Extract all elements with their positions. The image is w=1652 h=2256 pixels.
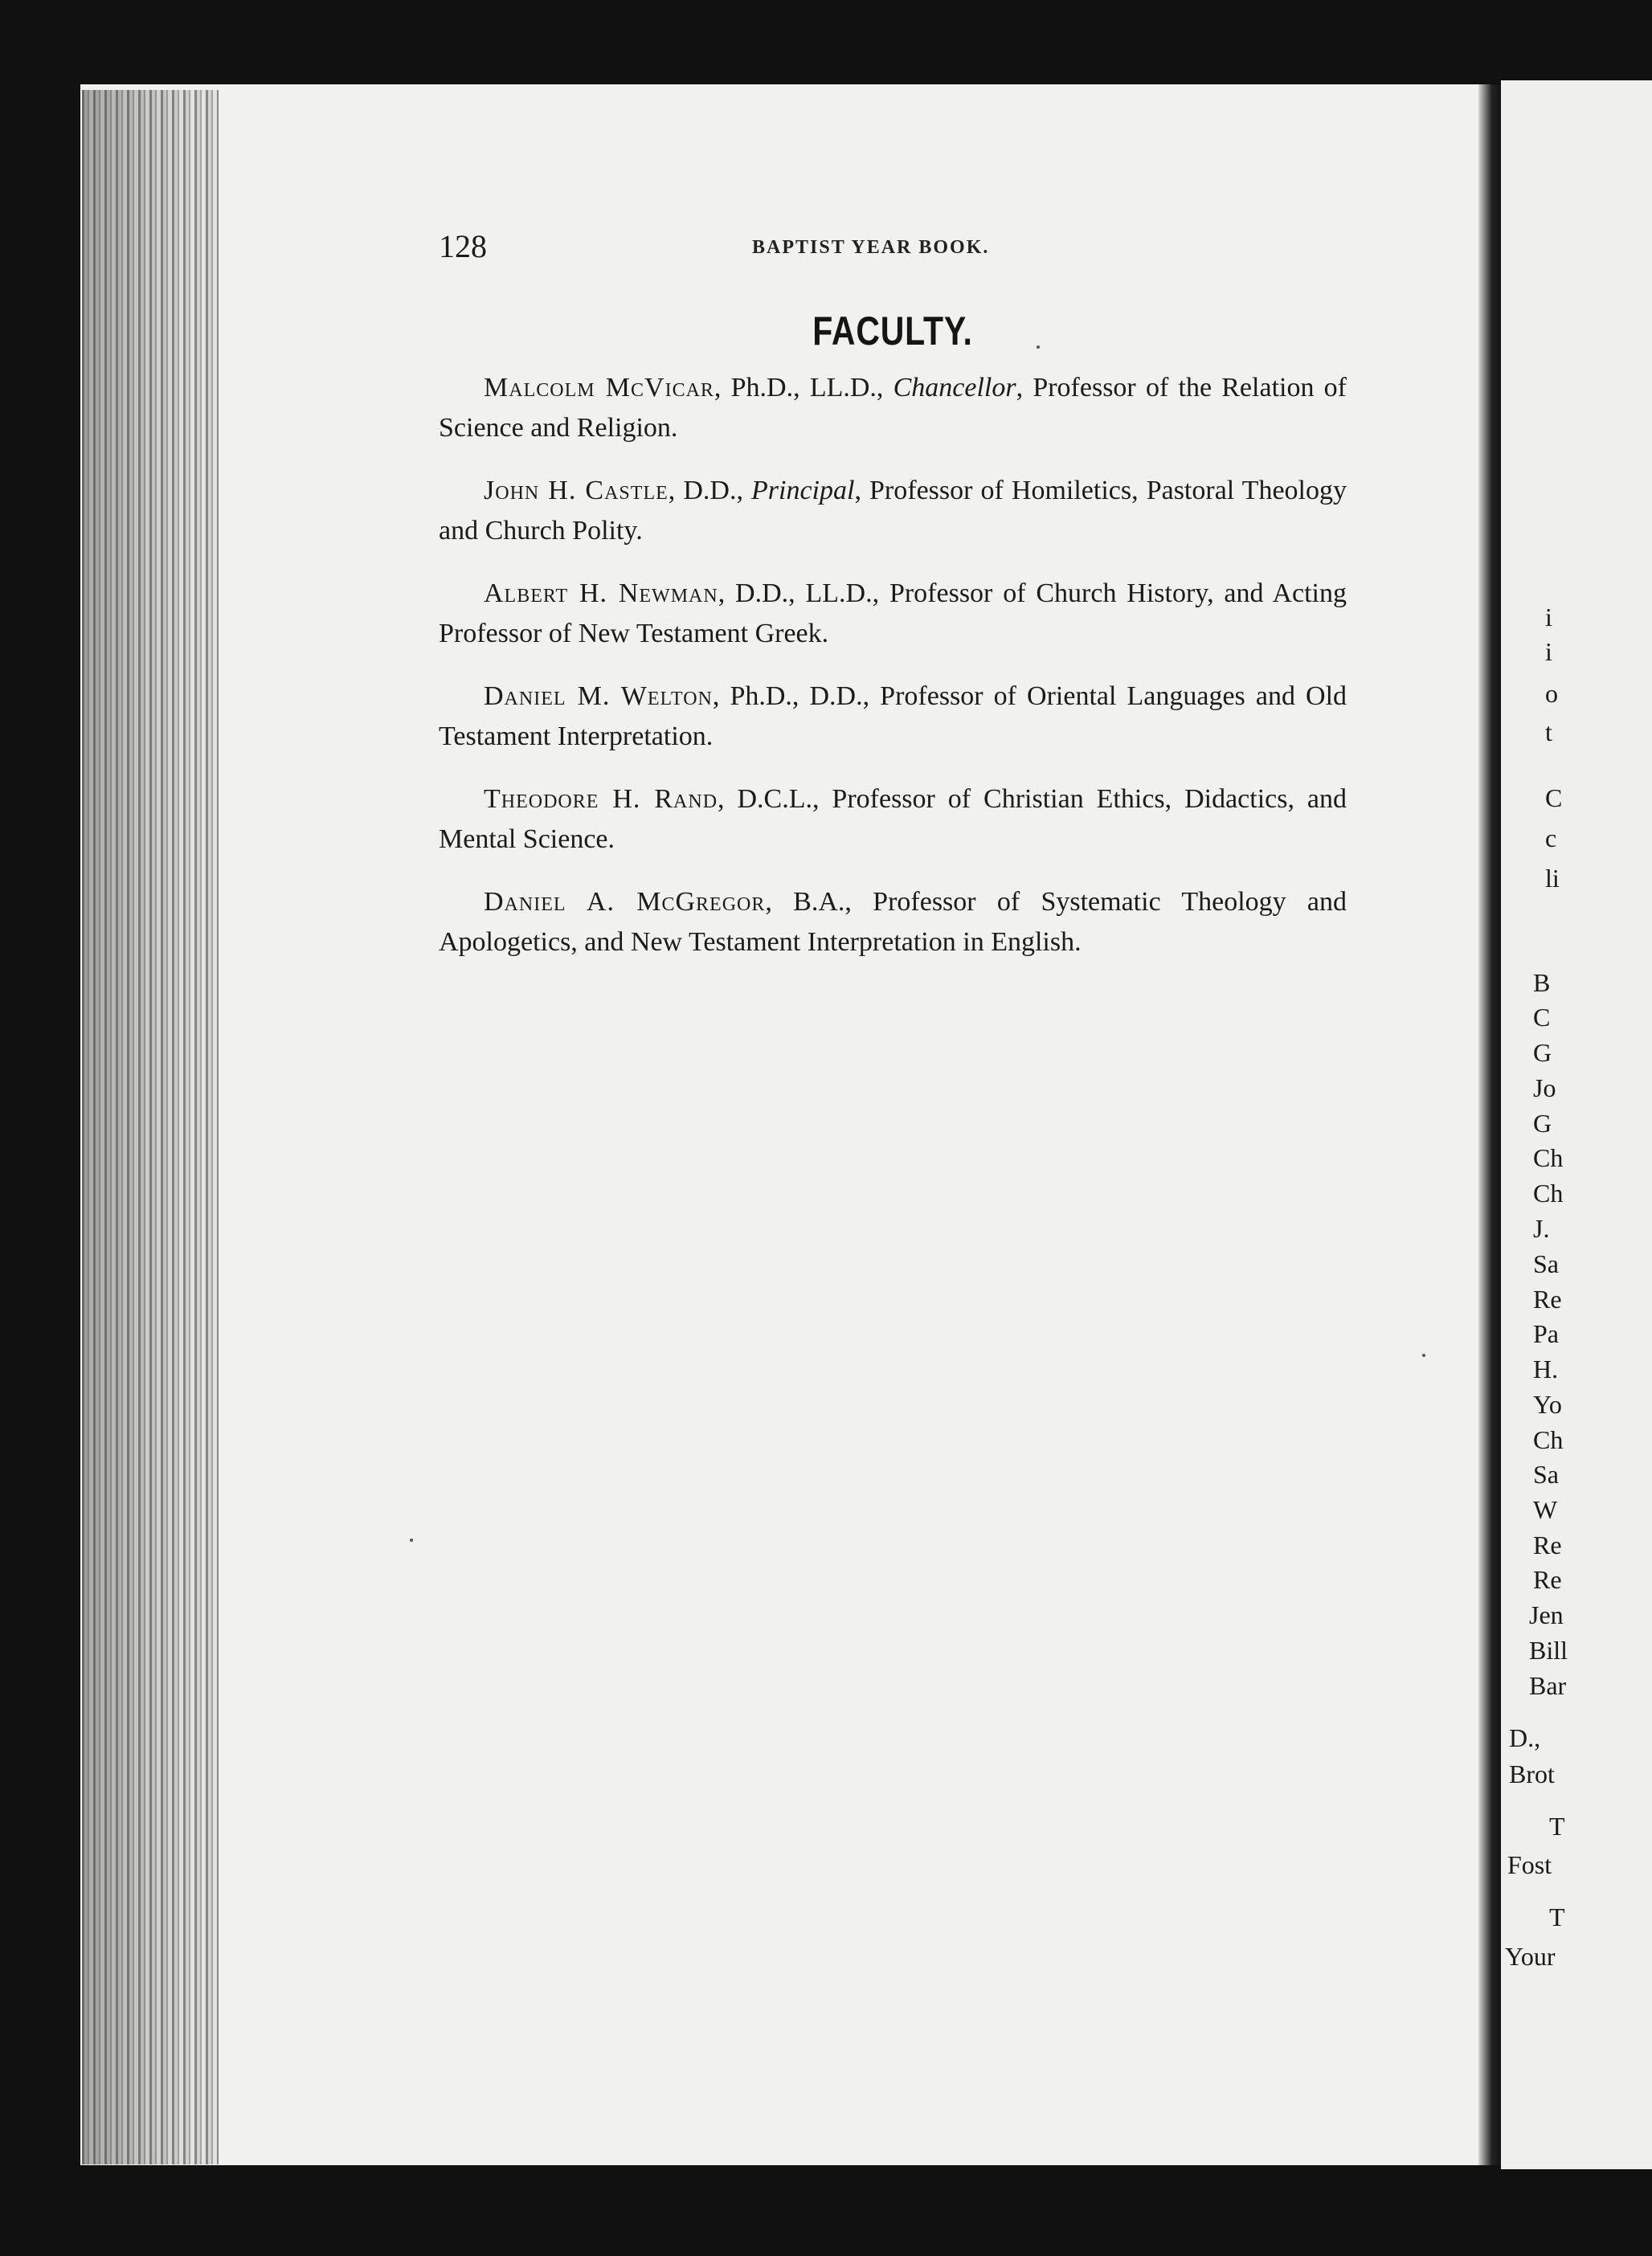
faculty-entry <box>439 574 1347 654</box>
facing-page-fragment: t <box>1545 717 1552 746</box>
faculty-degrees: , D.D., <box>668 476 752 505</box>
faculty-name: Albert H. Newman <box>484 578 718 608</box>
facing-page-fragment: G <box>1533 1109 1552 1138</box>
faculty-name: Malcolm McVicar <box>484 373 714 403</box>
faculty-degrees: , B.A., <box>765 887 873 917</box>
faculty-name: Daniel M. Welton <box>484 681 713 711</box>
running-head: BAPTIST YEAR BOOK. <box>752 237 990 258</box>
faculty-name: Daniel A. McGregor <box>484 887 766 917</box>
facing-page-fragment: Sa <box>1533 1460 1559 1489</box>
page-number: 128 <box>439 228 487 264</box>
faculty-role: Professor of Oriental Languages and Old Testament Interpretation. <box>439 681 1347 751</box>
facing-page-fragment: Fost <box>1507 1850 1552 1879</box>
facing-page-fragment: Yo <box>1533 1390 1562 1419</box>
faculty-role: Professor of Church History, and Acting Professor of New Testament Greek. <box>439 578 1347 648</box>
facing-page-fragment: Pa <box>1533 1319 1559 1348</box>
faculty-list <box>439 368 1347 985</box>
faculty-name: Theodore H. Rand <box>484 784 718 814</box>
facing-page-fragment: T <box>1549 1902 1565 1931</box>
facing-page-fragment: Re <box>1533 1531 1562 1559</box>
faculty-entry <box>439 676 1347 757</box>
facing-page-fragment: B <box>1533 968 1551 997</box>
faculty-role: Professor of Systematic Theology and Apologetics, and New Testament Interpretation in English. <box>439 887 1347 957</box>
facing-page-fragments <box>1501 80 1652 2169</box>
page-edges <box>82 90 219 2164</box>
faculty-entry <box>439 882 1347 962</box>
facing-page-fragment: i <box>1545 603 1552 631</box>
facing-page-fragment: li <box>1545 864 1560 893</box>
facing-page-fragment: Bar <box>1529 1671 1567 1700</box>
facing-page-fragment: Ch <box>1533 1143 1564 1172</box>
faculty-degrees: , D.D., LL.D., <box>718 578 889 608</box>
facing-page-fragment: C <box>1533 1003 1551 1032</box>
facing-page <box>1501 80 1652 2169</box>
facing-page-fragment: o <box>1545 679 1558 708</box>
facing-page-fragment: D., <box>1509 1723 1541 1752</box>
facing-page-fragment: Brot <box>1509 1759 1555 1788</box>
facing-page-fragment: G <box>1533 1038 1552 1067</box>
facing-page-fragment: H. <box>1533 1355 1559 1383</box>
page-header <box>439 227 1347 268</box>
faculty-degrees: , Ph.D., D.D., <box>712 681 881 711</box>
facing-page-fragment: Ch <box>1533 1179 1564 1208</box>
faculty-name: John H. Castle <box>484 476 669 505</box>
facing-page-fragment: Jen <box>1529 1600 1564 1629</box>
faculty-degrees: , D.C.L., <box>718 784 832 814</box>
facing-page-fragment: J. <box>1533 1214 1550 1243</box>
facing-page-fragment: C <box>1545 783 1563 812</box>
facing-page-fragment: Jo <box>1533 1073 1556 1102</box>
facing-page-fragment: Re <box>1533 1565 1562 1594</box>
faculty-title: Chancellor <box>893 373 1016 403</box>
facing-page-fragment: W <box>1533 1495 1558 1524</box>
facing-page-fragment: T <box>1549 1812 1565 1841</box>
faculty-role: Professor of Christian Ethics, Didactics, and Mental Science. <box>439 784 1347 854</box>
section-title: FACULTY. <box>812 309 973 354</box>
paper-speck <box>410 1539 413 1542</box>
faculty-entry <box>439 779 1347 860</box>
paper-speck <box>1422 1354 1425 1357</box>
faculty-role: , Professor of Homiletics, Pastoral Theology and Church Polity. <box>439 476 1347 546</box>
paper-speck <box>1037 345 1040 349</box>
facing-page-fragment: c <box>1545 824 1557 852</box>
facing-page-fragment: Sa <box>1533 1249 1559 1278</box>
faculty-entry <box>439 368 1347 448</box>
facing-page-fragment: Re <box>1533 1285 1562 1314</box>
book-gutter <box>1478 84 1503 2165</box>
facing-page-fragment: Ch <box>1533 1425 1564 1454</box>
faculty-role: , Professor of the Relation of Science and Religion. <box>439 373 1347 443</box>
faculty-degrees: , Ph.D., LL.D., <box>714 373 893 403</box>
faculty-entry <box>439 471 1347 551</box>
faculty-title: Principal <box>751 476 855 505</box>
facing-page-fragment: Your <box>1505 1942 1556 1971</box>
facing-page-fragment: Bill <box>1529 1636 1568 1665</box>
facing-page-fragment: i <box>1545 637 1552 666</box>
